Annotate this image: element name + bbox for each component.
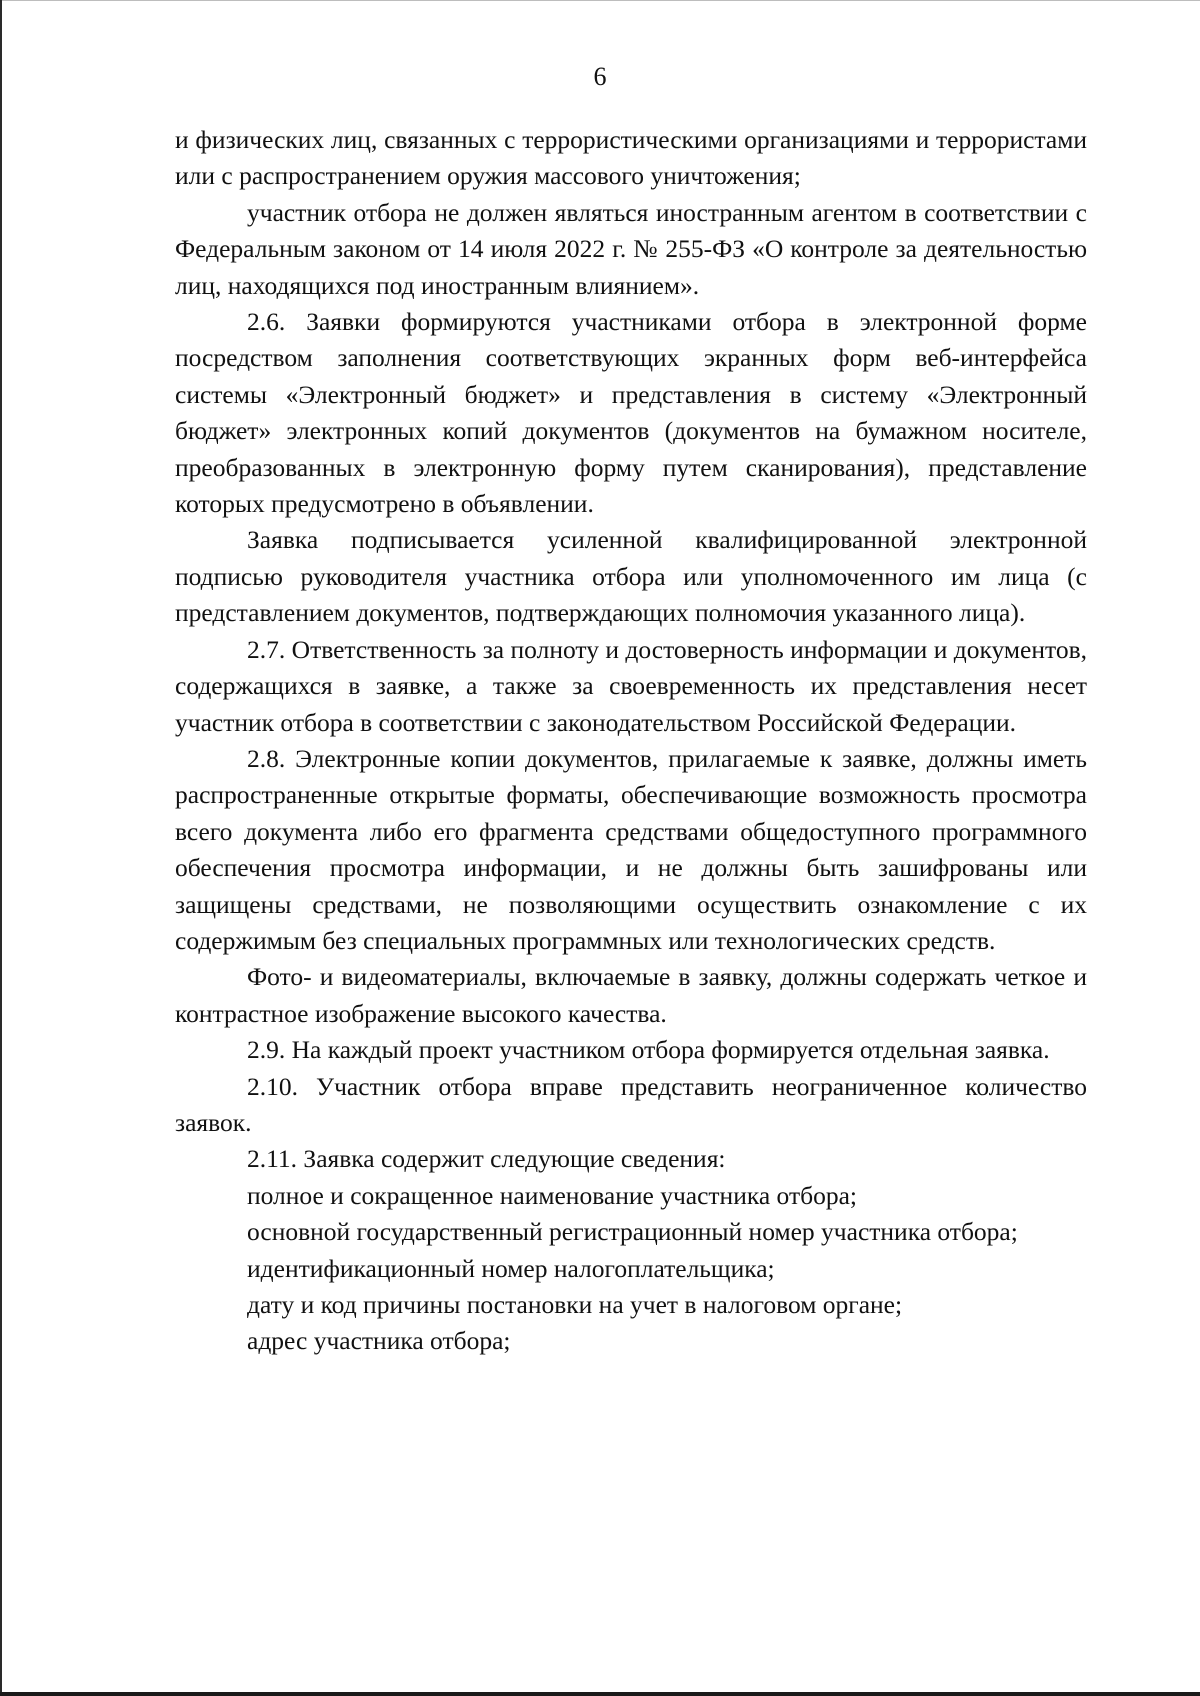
paragraph-2-6: 2.6. Заявки формируются участниками отбора в электронной форме посредством заполнения соответствующих экранных форм веб-интерфейса системы «Электронный бюджет» и представления в систему «Электронный бюджет» электронных копий документов (документов на бумажном носителе, преобразованных в электронную форму путем сканирования), представление которых предусмотрено в объявлении. (175, 307, 1087, 519)
paragraph-2-9: 2.9. На каждый проект участником отбора формируется отдельная заявка. (247, 1035, 1050, 1065)
list-item-inn: идентификационный номер налогоплательщика; (247, 1253, 775, 1283)
list-item-address: адрес участника отбора; (247, 1326, 511, 1356)
scan-edge-top (0, 0, 1200, 1)
document-body (175, 122, 1087, 1360)
paragraph-photo-video: Фото- и видеоматериалы, включаемые в заявку, должны содержать четкое и контрастное изображение высокого качества. (175, 962, 1087, 1028)
list-item-full-name: полное и сокращенное наименование участника отбора; (247, 1180, 857, 1210)
paragraph-2-11: 2.11. Заявка содержит следующие сведения: (247, 1144, 726, 1174)
paragraph-signature: Заявка подписывается усиленной квалифицированной электронной подписью руководителя участника отбора или уполномоченного им лица (с представлением документов, подтверждающих полномочия указанного лица). (175, 525, 1087, 628)
paragraph-2-7: 2.7. Ответственность за полноту и достоверность информации и документов, содержащихся в заявке, а также за своевременность их представления несет участник отбора в соответствии с законодательством Российской Федерации. (175, 634, 1087, 737)
list-item-kpp-date: дату и код причины постановки на учет в налоговом органе; (247, 1290, 903, 1319)
page-number: 6 (593, 62, 607, 91)
paragraph-2-10: 2.10. Участник отбора вправе представить неограниченное количество заявок. (175, 1071, 1087, 1137)
list-item-ogrn: основной государственный регистрационный номер участника отбора; (247, 1217, 1018, 1247)
scan-edge-bottom (0, 1692, 1200, 1696)
paragraph-foreign-agent: участник отбора не должен являться иностранным агентом в соответствии с Федеральным законом от 14 июля 2022 г. № 255-ФЗ «О контроле за деятельностью лиц, находящихся под иностранным влиянием». (175, 197, 1087, 300)
paragraph-terrorist-organizations: и физических лиц, связанных с террористическими организациями и террористами или с распространением оружия массового уничтожения; (175, 125, 1087, 191)
scan-edge-left (0, 0, 2, 1696)
paragraph-2-8: 2.8. Электронные копии документов, прилагаемые к заявке, должны иметь распространенные открытые форматы, обеспечивающие возможность просмотра всего документа либо его фрагмента средствами общедоступного программного обеспечения просмотра информации, и не должны быть зашифрованы или защищены средствами, не позволяющими осуществить ознакомление с их содержимым без специальных программных или технологических средств. (175, 743, 1087, 955)
